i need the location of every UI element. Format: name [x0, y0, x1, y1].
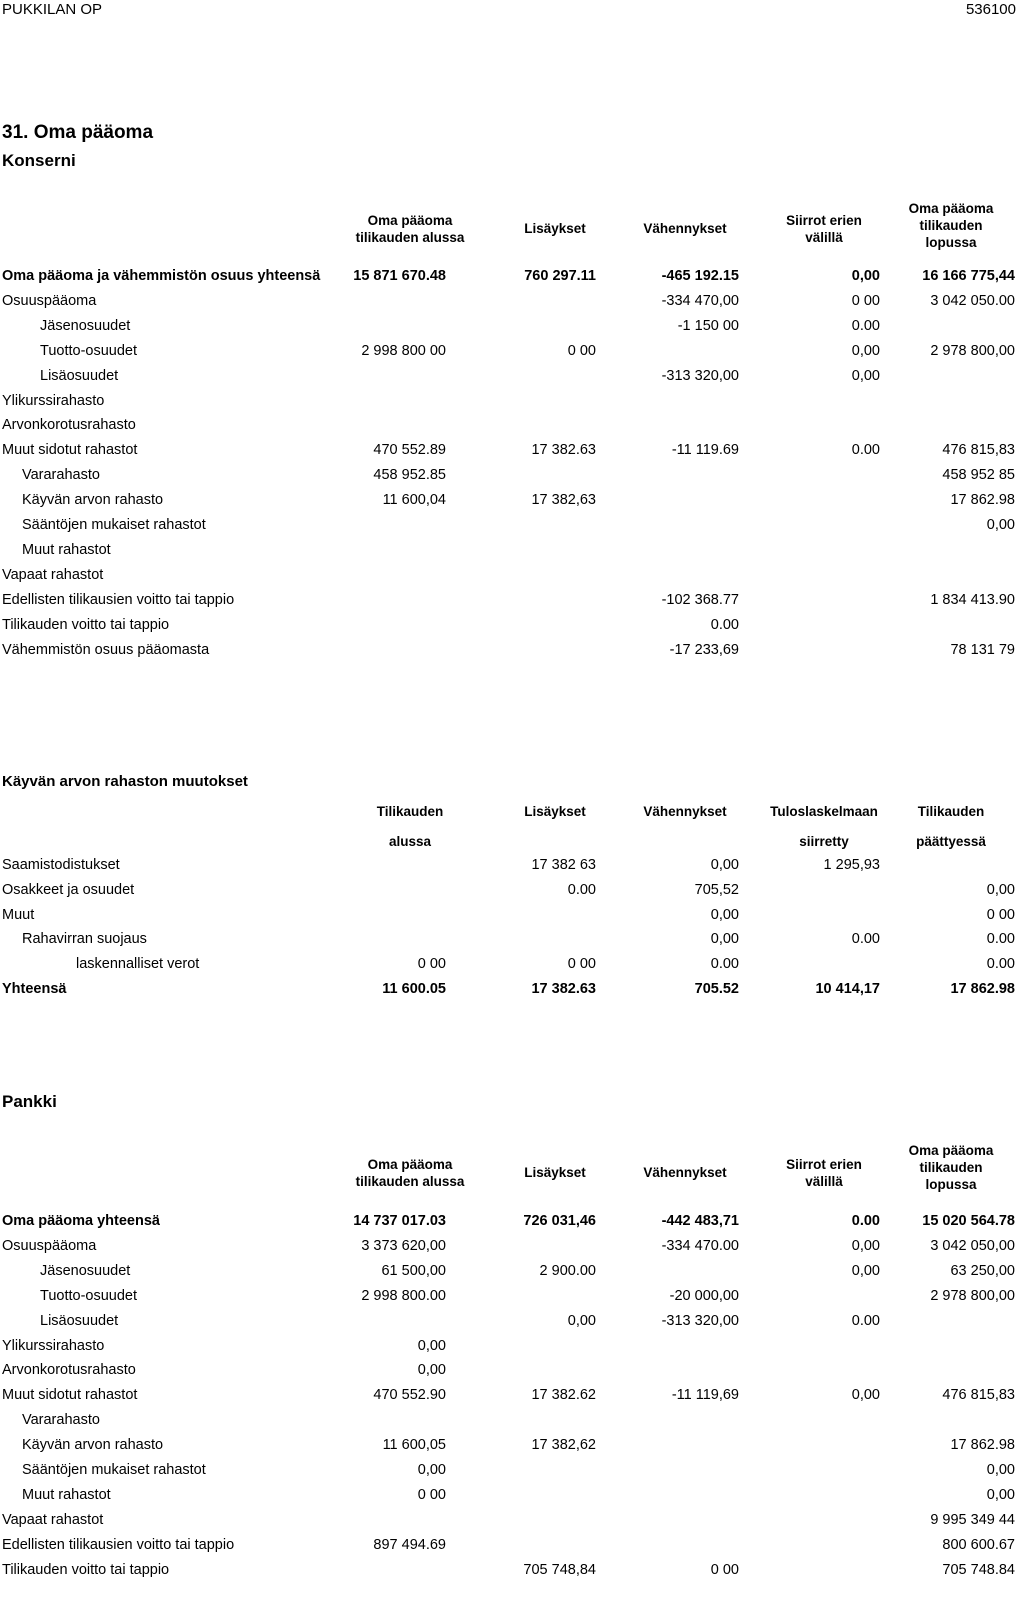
pankki-cell: 476 815,83	[942, 1387, 1015, 1404]
pankki-cell: -313 320,00	[661, 1312, 739, 1329]
pankki-row-label: Edellisten tilikausien voitto tai tappio	[2, 1536, 235, 1553]
pankki-table-row	[0, 1437, 1024, 1459]
pankki-row-label: Muut sidotut rahastot	[2, 1387, 138, 1404]
konserni-col-header: tilikauden	[919, 218, 983, 233]
konserni-cell: 0,00	[851, 367, 880, 384]
konserni-cell: 0,00	[851, 342, 880, 359]
pankki-cell: 2 998 800.00	[361, 1287, 446, 1304]
pankki-cell: 0 00	[710, 1561, 739, 1578]
kayvan-col-header: siirretty	[799, 834, 849, 849]
konserni-table-row	[0, 642, 1024, 664]
konserni-table-row	[0, 542, 1024, 564]
konserni-cell: 16 166 775,44	[922, 268, 1015, 284]
konserni-col-header: Oma pääoma	[367, 213, 453, 228]
konserni-cell: 760 297.11	[524, 268, 596, 284]
konserni-cell: -465 192.15	[661, 268, 739, 284]
pankki-row-label: Vararahasto	[22, 1412, 100, 1429]
kayvan-cell: 0.00	[710, 956, 739, 973]
konserni-cell: 0 00	[851, 292, 880, 309]
pankki-table-row	[0, 1387, 1024, 1409]
kayvan-row-label: Muut	[2, 906, 35, 923]
pankki-col-header: tilikauden alussa	[355, 1174, 465, 1189]
kayvan-cell: 0.00	[851, 931, 880, 948]
pankki-row-label: Sääntöjen mukaiset rahastot	[22, 1462, 206, 1478]
konserni-cell: 78 131 79	[950, 641, 1015, 658]
pankki-cell: 17 382.62	[531, 1387, 596, 1404]
kayvan-cell: 0.00	[986, 956, 1015, 973]
kayvan-col-header: Vähennykset	[643, 804, 727, 819]
konserni-table-row	[0, 617, 1024, 639]
konserni-cell: 476 815,83	[942, 442, 1015, 459]
pankki-cell: 0,00	[417, 1362, 446, 1379]
konserni-row-label: Ylikurssirahasto	[2, 392, 105, 409]
konserni-row-label: Lisäosuudet	[40, 367, 119, 384]
konserni-cell: 2 978 800,00	[930, 342, 1015, 359]
pankki-table-row	[0, 1487, 1024, 1509]
konserni-table-row	[0, 343, 1024, 365]
pankki-row-label: Ylikurssirahasto	[2, 1337, 105, 1354]
pankki-col-header: Oma pääoma	[908, 1143, 994, 1158]
konserni-row-label: Vararahasto	[22, 467, 100, 484]
pankki-row-label: Muut rahastot	[22, 1486, 111, 1503]
company-code: 536100	[965, 1, 1016, 18]
konserni-row-label: Oma pääoma ja vähemmistön osuus yhteensä	[2, 268, 321, 284]
pankki-cell: 3 042 050,00	[930, 1237, 1015, 1254]
pankki-cell: 17 382,62	[531, 1437, 596, 1454]
pankki-col-header: välillä	[805, 1174, 843, 1189]
kayvan-cell: 0,00	[710, 931, 739, 948]
konserni-col-header: lopussa	[925, 235, 977, 250]
pankki-cell: 2 978 800,00	[930, 1287, 1015, 1304]
kayvan-row-label: Rahavirran suojaus	[22, 931, 147, 948]
konserni-col-header: tilikauden alussa	[355, 230, 465, 245]
konserni-table-row	[0, 567, 1024, 589]
konserni-cell: 0.00	[851, 317, 880, 334]
pankki-table-row	[0, 1537, 1024, 1559]
konserni-table-row	[0, 517, 1024, 539]
kayvan-table-row	[0, 981, 1024, 1003]
konserni-cell: 2 998 800 00	[361, 342, 446, 359]
pankki-cell: 0,00	[986, 1486, 1015, 1503]
pankki-row-label: Arvonkorotusrahasto	[2, 1362, 136, 1379]
kayvan-cell: 0,00	[710, 857, 739, 873]
konserni-cell: 0,00	[986, 517, 1015, 533]
pankki-cell: 11 600,05	[382, 1437, 446, 1454]
section-title: 31. Oma pääoma	[2, 122, 154, 143]
pankki-cell: 470 552.90	[373, 1387, 446, 1404]
kayvan-table-row	[0, 857, 1024, 879]
konserni-cell: 15 871 670.48	[353, 268, 446, 284]
pankki-table-row	[0, 1338, 1024, 1360]
kayvan-col-header: alussa	[388, 834, 432, 849]
pankki-table-row	[0, 1288, 1024, 1310]
konserni-col-header: Lisäykset	[524, 221, 586, 236]
kayvan-cell: 0 00	[567, 956, 596, 973]
kayvan-cell: 0 00	[417, 956, 446, 973]
pankki-table-row	[0, 1263, 1024, 1285]
konserni-table-row	[0, 592, 1024, 614]
konserni-cell: 0 00	[567, 342, 596, 359]
pankki-row-label: Tilikauden voitto tai tappio	[2, 1561, 170, 1578]
pankki-col-header: tilikauden	[919, 1160, 983, 1175]
konserni-row-label: Vapaat rahastot	[2, 566, 104, 583]
pankki-row-label: Käyvän arvon rahasto	[22, 1437, 164, 1454]
konserni-row-label: Arvonkorotusrahasto	[2, 417, 136, 434]
pankki-cell: 726 031,46	[523, 1213, 596, 1229]
konserni-row-label: Osuuspääoma	[2, 292, 97, 309]
pankki-cell: 9 995 349 44	[930, 1511, 1015, 1528]
pankki-table-row	[0, 1362, 1024, 1384]
kayvan-cell: 705,52	[694, 881, 739, 898]
kayvan-row-label: Yhteensä	[2, 981, 67, 997]
konserni-row-label: Muut rahastot	[22, 541, 111, 558]
pankki-col-header: Vähennykset	[643, 1165, 727, 1180]
konserni-table-row	[0, 293, 1024, 315]
kayvan-cell: 0.00	[567, 881, 596, 898]
kayvan-col-header: päättyessä	[916, 834, 986, 849]
konserni-row-label: Jäsenosuudet	[40, 317, 131, 334]
konserni-cell: -313 320,00	[661, 367, 739, 384]
pankki-cell: -11 119,69	[671, 1387, 739, 1404]
kayvan-cell: 17 862.98	[950, 981, 1015, 997]
konserni-row-label: Sääntöjen mukaiset rahastot	[22, 517, 206, 533]
pankki-cell: -334 470.00	[661, 1237, 739, 1254]
kayvan-row-label: Osakkeet ja osuudet	[2, 881, 135, 898]
kayvan-col-header: Lisäykset	[524, 804, 586, 819]
konserni-cell: 0,00	[851, 268, 880, 284]
pankki-cell: 17 862.98	[950, 1437, 1015, 1454]
kayvan-cell: 0 00	[986, 906, 1015, 923]
konserni-cell: 17 862.98	[950, 492, 1015, 509]
pankki-cell: 0 00	[417, 1486, 446, 1503]
konserni-cell: 1 834 413.90	[930, 591, 1015, 608]
konserni-cell: -334 470,00	[661, 292, 739, 309]
pankki-col-header: lopussa	[925, 1177, 977, 1192]
konserni-table-row	[0, 368, 1024, 390]
pankki-cell: 705 748.84	[942, 1561, 1015, 1578]
konserni-table-row	[0, 467, 1024, 489]
pankki-col-header: Oma pääoma	[367, 1157, 453, 1172]
konserni-row-label: Tuotto-osuudet	[40, 342, 137, 359]
pankki-row-label: Osuuspääoma	[2, 1237, 97, 1254]
pankki-cell: 0,00	[851, 1262, 880, 1279]
kayvan-title: Käyvän arvon rahaston muutokset	[2, 773, 248, 790]
pankki-cell: 0,00	[417, 1337, 446, 1354]
pankki-cell: 3 373 620,00	[361, 1237, 446, 1254]
pankki-table-row	[0, 1238, 1024, 1260]
konserni-table-row	[0, 393, 1024, 415]
konserni-col-header: välillä	[805, 230, 843, 245]
konserni-cell: -1 150 00	[677, 317, 739, 334]
pankki-cell: -20 000,00	[669, 1287, 739, 1304]
pankki-cell: 15 020 564.78	[922, 1213, 1015, 1229]
konserni-cell: -11 119.69	[671, 442, 739, 459]
pankki-title: Pankki	[2, 1092, 57, 1111]
kayvan-col-header: Tilikauden	[376, 804, 444, 819]
pankki-row-label: Vapaat rahastot	[2, 1511, 104, 1528]
pankki-cell: 2 900.00	[539, 1262, 596, 1279]
pankki-col-header: Lisäykset	[524, 1165, 586, 1180]
pankki-table-row	[0, 1213, 1024, 1235]
pankki-row-label: Lisäosuudet	[40, 1312, 119, 1329]
pankki-cell: 705 748,84	[523, 1561, 596, 1578]
pankki-table-row	[0, 1313, 1024, 1335]
konserni-table-row	[0, 318, 1024, 340]
pankki-cell: 897 494.69	[373, 1536, 446, 1553]
pankki-row-label: Jäsenosuudet	[40, 1262, 131, 1279]
pankki-table-row	[0, 1562, 1024, 1584]
konserni-row-label: Muut sidotut rahastot	[2, 442, 138, 459]
pankki-table-row	[0, 1512, 1024, 1534]
kayvan-table-row	[0, 956, 1024, 978]
kayvan-cell: 11 600.05	[382, 981, 446, 997]
pankki-cell: 61 500,00	[381, 1262, 446, 1279]
konserni-cell: -102 368.77	[661, 591, 739, 608]
section-subtitle: Konserni	[2, 151, 76, 170]
kayvan-cell: 17 382 63	[531, 857, 596, 873]
konserni-table-row	[0, 442, 1024, 464]
pankki-cell: 0,00	[417, 1462, 446, 1478]
company-name: PUKKILAN OP	[2, 1, 103, 18]
konserni-row-label: Tilikauden voitto tai tappio	[2, 616, 170, 633]
konserni-cell: 17 382.63	[531, 442, 596, 459]
pankki-cell: -442 483,71	[661, 1213, 739, 1229]
konserni-cell: 458 952 85	[942, 467, 1015, 484]
konserni-cell: 17 382,63	[531, 492, 596, 509]
pankki-cell: 0.00	[851, 1213, 880, 1229]
konserni-cell: 3 042 050.00	[930, 292, 1015, 309]
pankki-table-row	[0, 1412, 1024, 1434]
pankki-cell: 0.00	[851, 1312, 880, 1329]
konserni-row-label: Vähemmistön osuus pääomasta	[2, 641, 210, 658]
kayvan-table-row	[0, 931, 1024, 953]
pankki-cell: 800 600.67	[942, 1536, 1015, 1553]
kayvan-col-header: Tuloslaskelmaan	[770, 804, 878, 819]
kayvan-cell: 0,00	[710, 906, 739, 923]
kayvan-col-header: Tilikauden	[917, 804, 985, 819]
konserni-row-label: Edellisten tilikausien voitto tai tappio	[2, 591, 235, 608]
kayvan-cell: 0,00	[986, 881, 1015, 898]
konserni-table-row	[0, 268, 1024, 290]
pankki-row-label: Tuotto-osuudet	[40, 1287, 137, 1304]
konserni-cell: 11 600,04	[382, 492, 446, 509]
konserni-table-row	[0, 492, 1024, 514]
konserni-table-row	[0, 417, 1024, 439]
pankki-cell: 0,00	[986, 1462, 1015, 1478]
konserni-cell: 0.00	[710, 616, 739, 633]
pankki-cell: 0,00	[851, 1387, 880, 1404]
kayvan-row-label: Saamistodistukset	[2, 857, 120, 873]
pankki-cell: 0,00	[567, 1312, 596, 1329]
pankki-cell: 0,00	[851, 1237, 880, 1254]
pankki-col-header: Siirrot erien	[786, 1157, 862, 1172]
pankki-table-row	[0, 1462, 1024, 1484]
kayvan-cell: 17 382.63	[531, 981, 596, 997]
pankki-cell: 14 737 017.03	[353, 1213, 446, 1229]
kayvan-table-row	[0, 907, 1024, 929]
konserni-cell: 0.00	[851, 442, 880, 459]
pankki-row-label: Oma pääoma yhteensä	[2, 1213, 160, 1229]
kayvan-cell: 1 295,93	[823, 857, 880, 873]
konserni-col-header: Vähennykset	[643, 221, 727, 236]
kayvan-table-row	[0, 882, 1024, 904]
kayvan-row-label: laskennalliset verot	[76, 956, 200, 973]
konserni-col-header: Oma pääoma	[908, 201, 994, 216]
konserni-cell: -17 233,69	[669, 641, 739, 658]
kayvan-cell: 10 414,17	[815, 981, 880, 997]
konserni-cell: 470 552.89	[373, 442, 446, 459]
konserni-col-header: Siirrot erien	[786, 213, 862, 228]
kayvan-cell: 705.52	[694, 981, 739, 997]
kayvan-cell: 0.00	[986, 931, 1015, 948]
pankki-cell: 63 250,00	[950, 1262, 1015, 1279]
konserni-cell: 458 952.85	[373, 467, 446, 484]
konserni-row-label: Käyvän arvon rahasto	[22, 492, 164, 509]
